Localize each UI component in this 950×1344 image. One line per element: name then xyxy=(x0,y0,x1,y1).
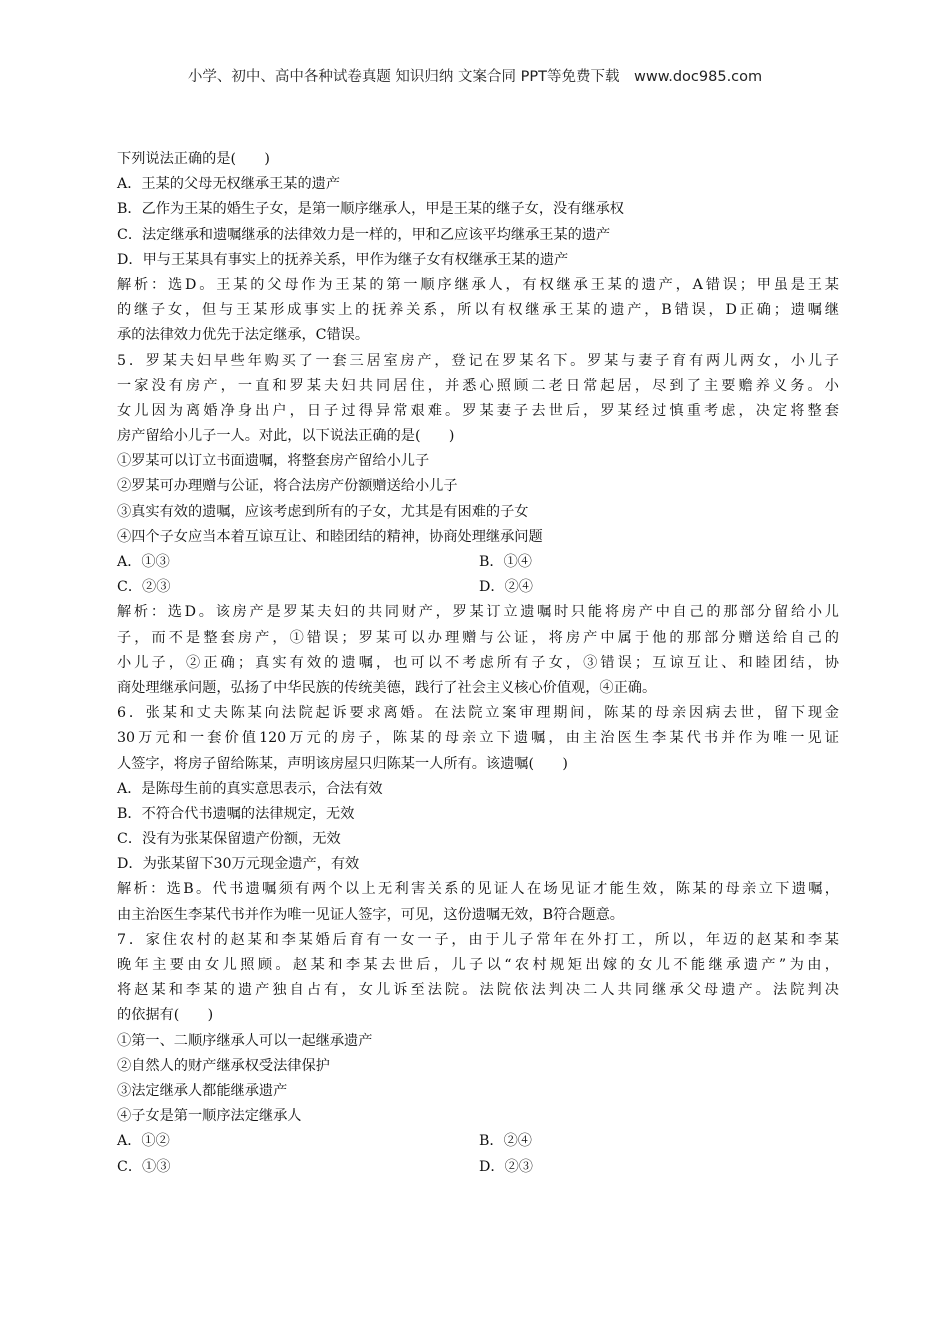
text-line: 小儿子，②正确；真实有效的遗嘱，也可以不考虑所有子女，③错误；互谅互让、和睦团结，协 xyxy=(117,654,839,671)
text-line: 房产留给小儿子一人。对此，以下说法正确的是( ) xyxy=(117,428,455,445)
answer-option: D．②④ xyxy=(479,579,533,596)
answer-option: B．①④ xyxy=(479,554,532,570)
text-line: 子，而不是整套房产，①错误；罗某可以办理赠与公证，将房产中属于他的那部分赠送给自己的 xyxy=(117,629,839,646)
text-line: 下列说法正确的是( ) xyxy=(117,151,270,167)
site-header: 小学、初中、高中各种试卷真题 知识归纳 文案合同 PPT等免费下载 www.doc985.com xyxy=(187,69,763,85)
text-line: 将赵某和李某的遗产独自占有，女儿诉至法院。法院依法判决二人共同继承父母遗产。法院判决 xyxy=(117,982,839,999)
text-line: 的依据有( ) xyxy=(117,1007,214,1024)
text-line: D．甲与王某具有事实上的抚养关系，甲作为继子女有权继承王某的遗产 xyxy=(117,251,569,268)
text-line: 5．罗某夫妇早些年购买了一套三居室房产，登记在罗某名下。罗某与妻子育有两儿两女，小儿子 xyxy=(117,352,839,369)
text-line: ④四个子女应当本着互谅互让、和睦团结的精神，协商处理继承问题 xyxy=(117,528,543,545)
text-line: 女儿因为离婚净身出户，日子过得异常艰难。罗某妻子去世后，罗某经过慎重考虑，决定将整套 xyxy=(117,402,839,419)
text-line: 的继子女，但与王某形成事实上的抚养关系，所以有权继承王某的遗产，B错误，D正确；遗嘱继 xyxy=(117,302,839,319)
answer-options-row xyxy=(117,1129,839,1154)
text-line: 一家没有房产，一直和罗某夫妇共同居住，并悉心照顾二老日常起居，尽到了主要赡养义务。小 xyxy=(117,377,839,394)
text-line: 解析：选B。代书遗嘱须有两个以上无利害关系的见证人在场见证才能生效，陈某的母亲立下遗嘱， xyxy=(117,881,839,898)
answer-options-row xyxy=(117,1155,839,1180)
text-line: 商处理继承问题，弘扬了中华民族的传统美德，践行了社会主义核心价值观，④正确。 xyxy=(117,679,657,696)
text-line: ③法定继承人都能继承遗产 xyxy=(117,1082,288,1099)
text-line: ①第一、二顺序继承人可以一起继承遗产 xyxy=(117,1032,373,1049)
text-line: 晚年主要由女儿照顾。赵某和李某去世后，儿子以“农村规矩出嫁的女儿不能继承遗产”为由， xyxy=(117,957,839,973)
text-line: A．是陈母生前的真实意思表示，合法有效 xyxy=(117,780,383,797)
text-line: C．法定继承和遗嘱继承的法律效力是一样的，甲和乙应该平均继承王某的遗产 xyxy=(117,226,611,243)
document-body xyxy=(117,147,839,1180)
answer-options-row xyxy=(117,575,839,600)
answer-option: A．①② xyxy=(117,1133,170,1150)
answer-option: A．①③ xyxy=(117,554,170,570)
text-line: ④子女是第一顺序法定继承人 xyxy=(117,1108,302,1125)
answer-option: B．②④ xyxy=(479,1133,532,1150)
text-line: ②罗某可办理赠与公证，将合法房产份额赠送给小儿子 xyxy=(117,478,458,495)
text-line: 解析：选D。该房产是罗某夫妇的共同财产，罗某订立遗嘱时只能将房产中自己的那部分留给小儿 xyxy=(117,604,839,621)
answer-option: D．②③ xyxy=(479,1158,533,1175)
text-line: ①罗某可以订立书面遗嘱，将整套房产留给小儿子 xyxy=(117,453,430,470)
text-line: 承的法律效力优先于法定继承，C错误。 xyxy=(117,327,370,344)
text-line: B．乙作为王某的婚生子女，是第一顺序继承人，甲是王某的继子女，没有继承权 xyxy=(117,201,624,218)
answer-options-row xyxy=(117,550,839,575)
text-line: D．为张某留下30万元现金遗产，有效 xyxy=(117,856,360,873)
text-line: B．不符合代书遗嘱的法律规定，无效 xyxy=(117,805,355,822)
answer-option: C．①③ xyxy=(117,1158,171,1175)
text-line: 7．家住农村的赵某和李某婚后育有一女一子，由于儿子常年在外打工，所以，年迈的赵某和李某 xyxy=(117,931,839,948)
answer-option: C．②③ xyxy=(117,579,171,596)
text-line: A．王某的父母无权继承王某的遗产 xyxy=(117,176,341,193)
text-line: 人签字，将房子留给陈某，声明该房屋只归陈某一人所有。该遗嘱( ) xyxy=(117,755,568,772)
text-line: ②自然人的财产继承权受法律保护 xyxy=(117,1057,330,1074)
text-line: 30万元和一套价值120万元的房子，陈某的母亲立下遗嘱，由主治医生李某代书并作为唯一见证 xyxy=(117,730,839,747)
text-line: 由主治医生李某代书并作为唯一见证人签字，可见，这份遗嘱无效，B符合题意。 xyxy=(117,906,624,923)
text-line: 6．张某和丈夫陈某向法院起诉要求离婚。在法院立案审理期间，陈某的母亲因病去世，留下现金 xyxy=(117,705,839,722)
text-line: 解析：选D。王某的父母作为王某的第一顺序继承人，有权继承王某的遗产，A错误；甲虽是王某 xyxy=(117,276,839,293)
text-line: C．没有为张某保留遗产份额，无效 xyxy=(117,831,341,848)
text-line: ③真实有效的遗嘱，应该考虑到所有的子女，尤其是有困难的子女 xyxy=(117,503,529,520)
